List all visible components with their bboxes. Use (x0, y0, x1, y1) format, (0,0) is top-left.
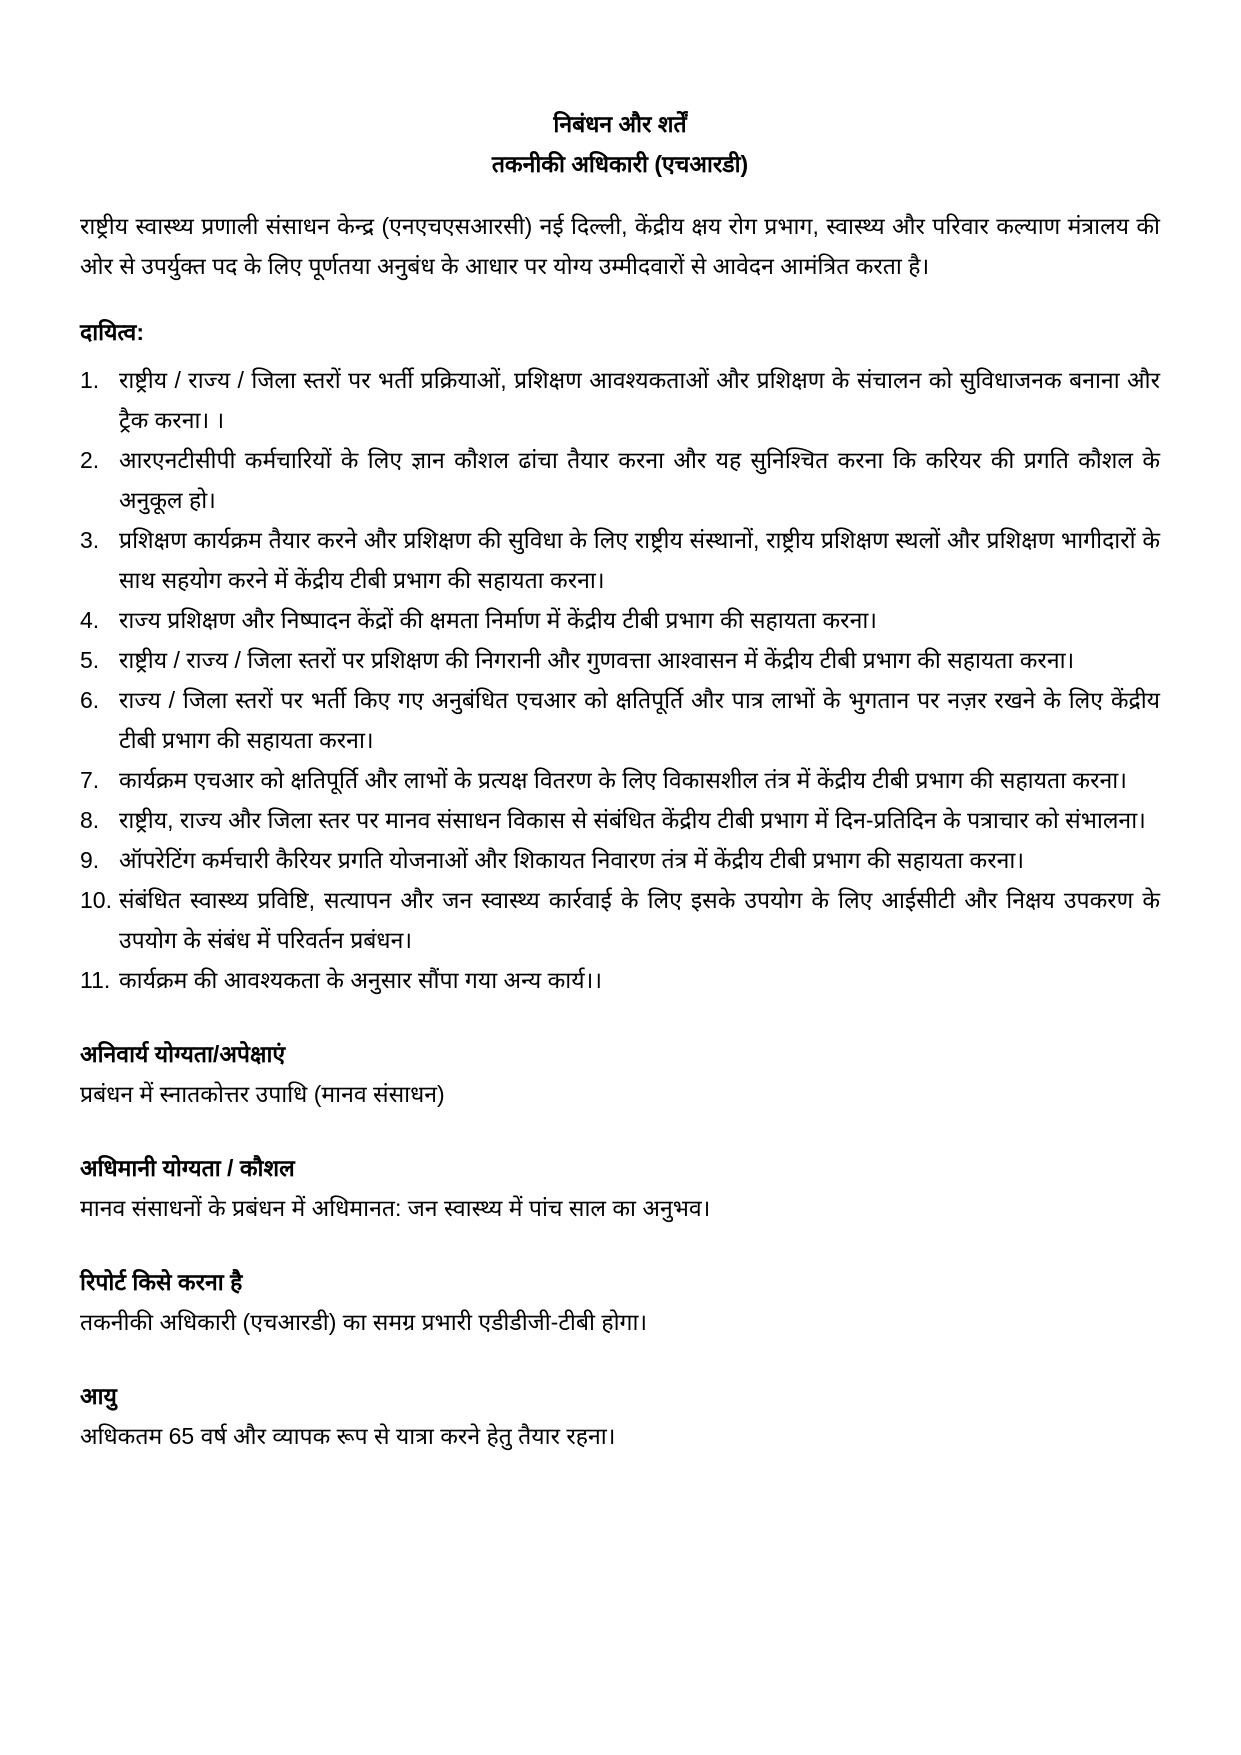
duty-item: राष्ट्रीय, राज्य और जिला स्तर पर मानव संसाधन विकास से संबंधित केंद्रीय टीबी प्रभाग में दिन-प्रतिदिन के पत्राचार को संभालना। (119, 807, 1146, 833)
duty-item: राष्ट्रीय / राज्य / जिला स्तरों पर प्रशिक्षण की निगरानी और गुणवत्ता आश्वासन में केंद्रीय टीबी प्रभाग की सहायता करना। (119, 647, 1075, 673)
duty-item: आरएनटीसीपी कर्मचारियों के लिए ज्ञान कौशल ढांचा तैयार करना और यह सुनिश्चित करना कि करियर की प्रगति कौशल के अनुकूल हो। (119, 447, 1160, 513)
section-body: तकनीकी अधिकारी (एचआरडी) का समग्र प्रभारी एडीडीजी-टीबी होगा। (80, 1309, 648, 1335)
duty-item: कार्यक्रम की आवश्यकता के अनुसार सौंपा गया अन्य कार्य।। (119, 967, 603, 993)
section-body: प्रबंधन में स्नातकोत्तर उपाधि (मानव संसाधन) (80, 1081, 445, 1107)
duty-item: ऑपरेटिंग कर्मचारी कैरियर प्रगति योजनाओं और शिकायत निवारण तंत्र में केंद्रीय टीबी प्रभाग की सहायता करना। (119, 847, 1025, 873)
title-block (80, 104, 1160, 184)
duty-item: राज्य प्रशिक्षण और निष्पादन केंद्रों की क्षमता निर्माण में केंद्रीय टीबी प्रभाग की सहायता करना। (119, 607, 878, 633)
duty-item: प्रशिक्षण कार्यक्रम तैयार करने और प्रशिक्षण की सुविधा के लिए राष्ट्रीय संस्थानों, राष्ट्रीय प्रशिक्षण स्थलों और प्रशिक्षण भागीदारों के साथ सहयोग करने में केंद्रीय टीबी प्रभाग की सहायता करना। (119, 527, 1160, 593)
section-heading: रिपोर्ट किसे करना है (80, 1269, 243, 1295)
section-heading: अधिमानी योग्यता / कौशल (80, 1155, 295, 1181)
duty-item: कार्यक्रम एचआर को क्षतिपूर्ति और लाभों के प्रत्यक्ष वितरण के लिए विकासशील तंत्र में केंद्रीय टीबी प्रभाग की सहायता करना। (119, 767, 1127, 793)
duties-list (80, 360, 1160, 1000)
sections-container (80, 1034, 1160, 1456)
duty-item: राष्ट्रीय / राज्य / जिला स्तरों पर भर्ती प्रक्रियाओं, प्रशिक्षण आवश्यकताओं और प्रशिक्षण के संचालन को सुविधाजनक बनाना और ट्रैक करना। । (119, 367, 1160, 433)
page-subtitle: तकनीकी अधिकारी (एचआरडी) (491, 151, 749, 177)
section (80, 1148, 1160, 1228)
page-title: निबंधन और शर्तें (553, 111, 687, 137)
section-body: मानव संसाधनों के प्रबंधन में अधिमानत: जन स्वास्थ्य में पांच साल का अनुभव। (80, 1195, 711, 1221)
intro-paragraph: राष्ट्रीय स्वास्थ्य प्रणाली संसाधन केन्द्र (एनएचएसआरसी) नई दिल्ली, केंद्रीय क्षय रोग प्रभाग, स्वास्थ्य और परिवार कल्याण मंत्रालय की ओर से उपर्युक्त पद के लिए पूर्णतया अनुबंध के आधार पर योग्य उम्मीदवारों से आवेदन आमंत्रित करता है। (80, 213, 1160, 279)
section (80, 1376, 1160, 1456)
section-heading: अनिवार्य योग्यता/अपेक्षाएं (80, 1041, 286, 1067)
duties-heading: दायित्व: (80, 319, 145, 345)
duty-item: राज्य / जिला स्तरों पर भर्ती किए गए अनुबंधित एचआर को क्षतिपूर्ति और पात्र लाभों के भुगतान पर नज़र रखने के लिए केंद्रीय टीबी प्रभाग की सहायता करना। (119, 687, 1160, 753)
duty-item: संबंधित स्वास्थ्य प्रविष्टि, सत्यापन और जन स्वास्थ्य कार्रवाई के लिए इसके उपयोग के लिए आईसीटी और निक्षय उपकरण के उपयोग के संबंध में परिवर्तन प्रबंधन। (119, 887, 1160, 953)
section (80, 1034, 1160, 1114)
section-heading: आयु (80, 1383, 117, 1409)
section (80, 1262, 1160, 1342)
section-body: अधिकतम 65 वर्ष और व्यापक रूप से यात्रा करने हेतु तैयार रहना। (80, 1423, 616, 1449)
